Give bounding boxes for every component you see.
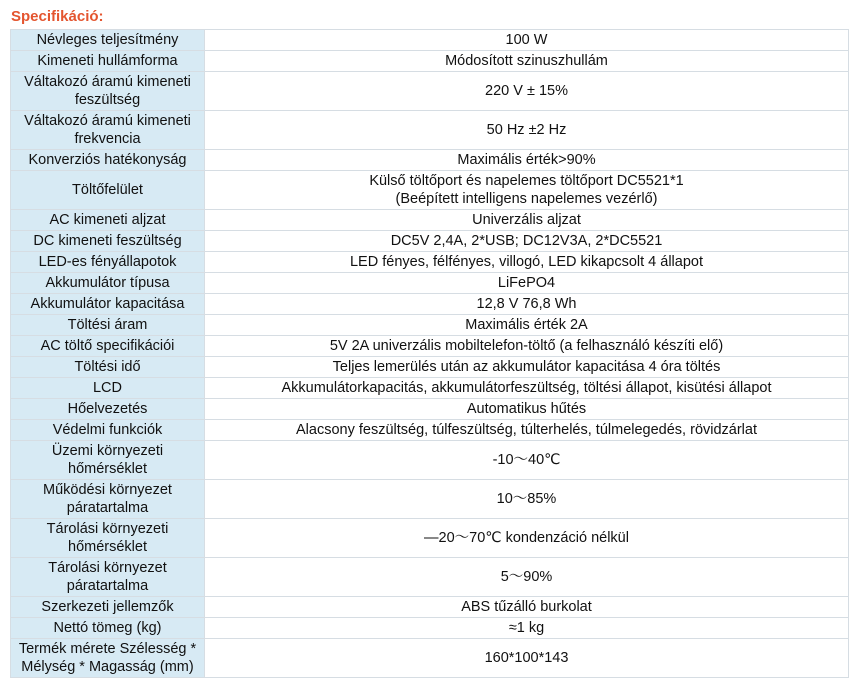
spec-row <box>11 252 849 273</box>
spec-row <box>11 111 849 150</box>
spec-row <box>11 378 849 399</box>
spec-value: DC5V 2,4A, 2*USB; DC12V3A, 2*DC5521 <box>205 231 849 252</box>
spec-value: Automatikus hűtés <box>205 399 849 420</box>
spec-value: LED fényes, félfényes, villogó, LED kikapcsolt 4 állapot <box>205 252 849 273</box>
spec-row <box>11 441 849 480</box>
spec-value: 100 W <box>205 30 849 51</box>
spec-row <box>11 150 849 171</box>
spec-label: Tárolási környezet páratartalma <box>11 558 205 597</box>
spec-row <box>11 231 849 252</box>
spec-label: Üzemi környezeti hőmérséklet <box>11 441 205 480</box>
spec-row <box>11 519 849 558</box>
spec-label: Kimeneti hullámforma <box>11 51 205 72</box>
spec-label: Termék mérete Szélesség * Mélység * Magasság (mm) <box>11 639 205 678</box>
spec-value: Univerzális aljzat <box>205 210 849 231</box>
spec-row <box>11 639 849 678</box>
spec-row <box>11 51 849 72</box>
spec-label: Működési környezet páratartalma <box>11 480 205 519</box>
spec-label: Váltakozó áramú kimeneti frekvencia <box>11 111 205 150</box>
spec-label: Akkumulátor típusa <box>11 273 205 294</box>
spec-label: Töltőfelület <box>11 171 205 210</box>
spec-label: LED-es fényállapotok <box>11 252 205 273</box>
spec-value: 12,8 V 76,8 Wh <box>205 294 849 315</box>
spec-row <box>11 420 849 441</box>
section-heading: Specifikáció: <box>11 8 104 25</box>
spec-value: Teljes lemerülés után az akkumulátor kapacitása 4 óra töltés <box>205 357 849 378</box>
spec-value: 50 Hz ±2 Hz <box>205 111 849 150</box>
spec-label: Tárolási környezeti hőmérséklet <box>11 519 205 558</box>
spec-row <box>11 72 849 111</box>
spec-label: Töltési áram <box>11 315 205 336</box>
spec-row <box>11 315 849 336</box>
spec-label: Akkumulátor kapacitása <box>11 294 205 315</box>
spec-label: Töltési idő <box>11 357 205 378</box>
spec-row <box>11 399 849 420</box>
spec-row <box>11 618 849 639</box>
spec-row <box>11 336 849 357</box>
spec-value: 160*100*143 <box>205 639 849 678</box>
spec-label: Névleges teljesítmény <box>11 30 205 51</box>
spec-value: 10～85% <box>205 480 849 519</box>
spec-row <box>11 273 849 294</box>
spec-value: ≈1 kg <box>205 618 849 639</box>
spec-label: Védelmi funkciók <box>11 420 205 441</box>
spec-value: 5V 2A univerzális mobiltelefon-töltő (a felhasználó készíti elő) <box>205 336 849 357</box>
spec-label: Nettó tömeg (kg) <box>11 618 205 639</box>
specification-table <box>10 29 849 678</box>
spec-value: Akkumulátorkapacitás, akkumulátorfeszültség, töltési állapot, kisütési állapot <box>205 378 849 399</box>
spec-value: ABS tűzálló burkolat <box>205 597 849 618</box>
spec-value: Külső töltőport és napelemes töltőport DC5521*1 (Beépített intelligens napelemes vezérlő) <box>205 171 849 210</box>
specification-table-body <box>11 30 849 678</box>
spec-value: —20～70℃ kondenzáció nélkül <box>205 519 849 558</box>
spec-label: Hőelvezetés <box>11 399 205 420</box>
spec-label: Konverziós hatékonyság <box>11 150 205 171</box>
spec-value: Módosított szinuszhullám <box>205 51 849 72</box>
spec-row <box>11 597 849 618</box>
spec-row <box>11 480 849 519</box>
spec-value: Maximális érték>90% <box>205 150 849 171</box>
spec-value: 220 V ± 15% <box>205 72 849 111</box>
spec-row <box>11 171 849 210</box>
spec-value: Maximális érték 2A <box>205 315 849 336</box>
spec-row <box>11 30 849 51</box>
spec-value: Alacsony feszültség, túlfeszültség, túlterhelés, túlmelegedés, rövidzárlat <box>205 420 849 441</box>
spec-value: LiFePO4 <box>205 273 849 294</box>
spec-value: -10～40℃ <box>205 441 849 480</box>
spec-label: Váltakozó áramú kimeneti feszültség <box>11 72 205 111</box>
spec-label: LCD <box>11 378 205 399</box>
spec-label: Szerkezeti jellemzők <box>11 597 205 618</box>
spec-value: 5～90% <box>205 558 849 597</box>
spec-row <box>11 294 849 315</box>
spec-row <box>11 357 849 378</box>
spec-label: AC kimeneti aljzat <box>11 210 205 231</box>
spec-label: DC kimeneti feszültség <box>11 231 205 252</box>
spec-label: AC töltő specifikációi <box>11 336 205 357</box>
spec-row <box>11 210 849 231</box>
spec-row <box>11 558 849 597</box>
